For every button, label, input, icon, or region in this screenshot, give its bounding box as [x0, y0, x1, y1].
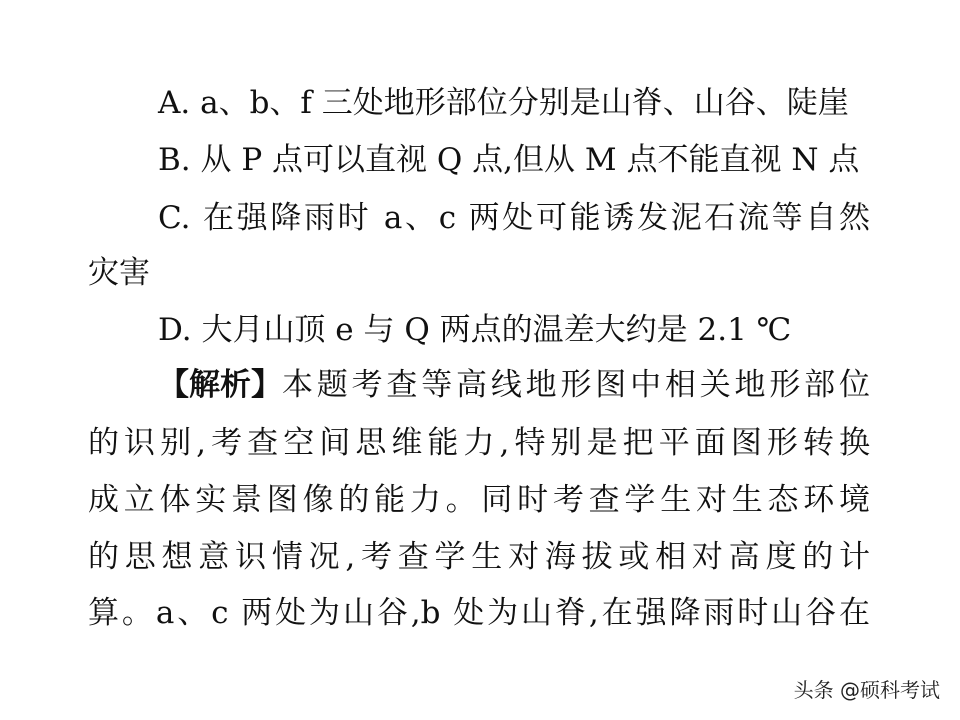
analysis-line2: 的识别,考查空间思维能力,特别是把平面图形转换: [88, 425, 870, 461]
option-b: B. 从 P 点可以直视 Q 点,但从 M 点不能直视 N 点: [158, 142, 860, 178]
analysis-line1: [158, 357, 870, 413]
analysis-line5: 算。a、c 两处为山谷,b 处为山脊,在强降雨时山谷在: [88, 595, 870, 631]
option-c-line1: C. 在强降雨时 a、c 两处可能诱发泥石流等自然: [158, 200, 870, 236]
analysis-label: 【解析】: [158, 367, 282, 403]
option-a: A. a、b、f 三处地形部位分别是山脊、山谷、陡崖: [158, 85, 849, 121]
analysis-line1-text: 本题考查等高线地形图中相关地形部位: [282, 367, 870, 403]
watermark: 头条 @硕科考试: [793, 678, 940, 702]
option-d: D. 大月山顶 e 与 Q 两点的温差大约是 2.1 ℃: [158, 312, 792, 348]
analysis-line3: 成立体实景图像的能力。同时考查学生对生态环境: [88, 482, 870, 518]
option-c-line2: 灾害: [88, 255, 150, 291]
analysis-line4: 的思想意识情况,考查学生对海拔或相对高度的计: [88, 539, 870, 575]
